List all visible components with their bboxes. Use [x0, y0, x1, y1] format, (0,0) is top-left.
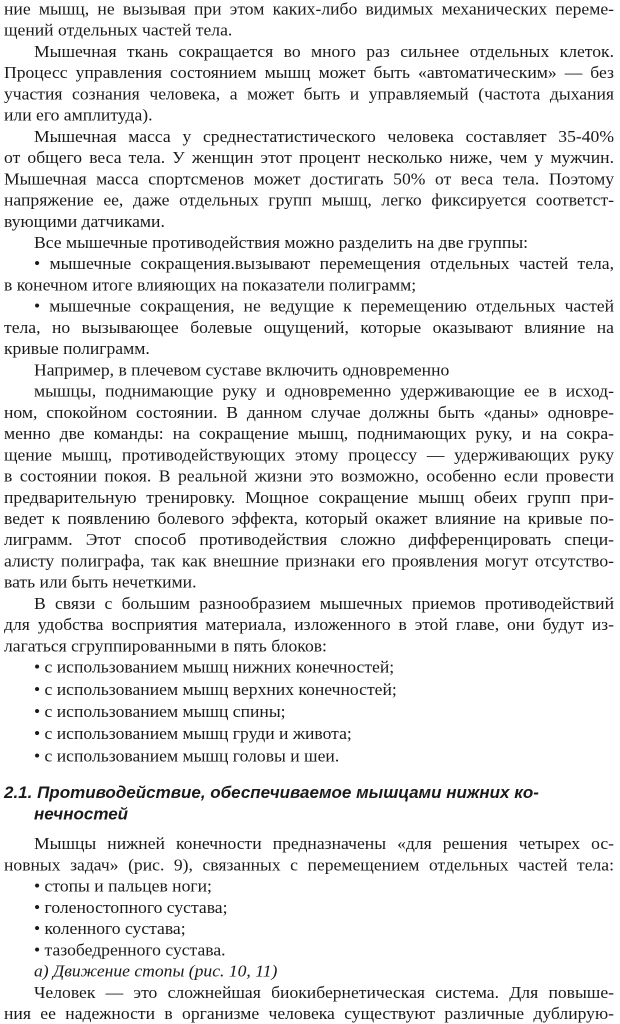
text-line: от общего веса тела. У женщин этот процент несколько ниже, чем у мужчин.	[4, 147, 614, 167]
text-line: лагаться сгруппированными в пять блоков:	[4, 635, 327, 656]
list-item: • с использованием мышц головы и шеи.	[34, 745, 340, 766]
text-line: Все мышечные противодействия можно разделить на две группы:	[34, 232, 529, 252]
text-line: участия сознания человека, а может быть и управляемый (частота дыхания	[4, 83, 614, 104]
list-item: • с использованием мышц нижних конечностей;	[34, 657, 395, 677]
bullet-line: • мышечные сокращения, не ведущие к перемещению отдельных частей	[34, 296, 614, 316]
text-line: ния ее надежности в организме человека существуют различные дублирую-	[4, 1003, 614, 1023]
text-line: менно две команды: на сокращение мышц, поднимающих руку, и на сокра-	[4, 423, 614, 443]
text-line: в состоянии покоя. В реальной жизни это возможно, особенно если провести	[4, 466, 614, 486]
text-line: предварительную тренировку. Мощное сокращение мышц обеих групп при-	[4, 487, 614, 507]
list-item: • с использованием мышц спины;	[34, 701, 286, 721]
text-line: В связи с большим разнообразием мышечных приемов противодействий	[34, 593, 614, 613]
list-item: • с использованием мышц груди и живота;	[34, 723, 352, 744]
text-line: вать или быть нечеткими.	[4, 572, 197, 592]
text-line: кривые полиграмм.	[4, 338, 150, 359]
text-line: для удобства восприятия материала, изложенного в этой главе, они будут из-	[4, 614, 614, 635]
text-line: напряжение ее, даже отдельных групп мышц, легко фиксируется соответст-	[4, 190, 614, 210]
section-heading-continued: нечностей	[34, 804, 129, 824]
text-line: в конечном итоге влияющих на показатели полиграмм;	[4, 275, 417, 295]
text-line: тела, но вызывающее болевые ощущений, которые оказывают влияние на	[4, 317, 614, 337]
text-line: Мышечная масса у среднестатистического человека составляет 35-40%	[34, 126, 614, 146]
section-heading: 2.1. Противодействие, обеспечиваемое мышцами нижних ко-	[4, 783, 539, 802]
text-line: ном, спокойном состоянии. В данном случае должны быть «даны» одновре-	[4, 402, 614, 422]
text-line: Процесс управления состоянием мышц может быть «автоматическим» — без	[4, 62, 614, 83]
text-line: мышцы, поднимающие руку и одновременно удерживающие ее в исход-	[34, 381, 614, 401]
text-line: ведет к появлению болевого эффекта, который окажет влияние на кривые по-	[4, 508, 614, 528]
list-item: • голеностопного сустава;	[34, 897, 228, 917]
list-item: • стопы и пальцев ноги;	[34, 876, 212, 896]
text-line: алисту полиграфа, так как внешние признаки его проявления могут отсутство-	[4, 551, 614, 571]
text-line: Мышечная ткань сокращается во много раз сильнее отдельных клеток.	[34, 41, 614, 61]
text-line: Мышечная масса спортсменов может достигать 50% от веса тела. Поэтому	[4, 168, 614, 189]
subsection-title: а) Движение стопы (рис. 10, 11)	[34, 961, 278, 981]
text-line: Человек — это сложнейшая биокибернетическая система. Для повыше-	[34, 982, 614, 1002]
list-item: • тазобедренного сустава.	[34, 939, 226, 960]
list-item: • коленного сустава;	[34, 918, 186, 938]
text-line: новных задач» (рис. 9), связанных с перемещением отдельных частей тела:	[4, 854, 614, 875]
text-line: ние мышц, не вызывая при этом каких-либо видимых механических переме-	[4, 0, 614, 19]
list-item: • с использованием мышц верхних конечностей;	[34, 679, 397, 699]
text-line: щение мышц, противодействующих этому процессу — удерживающих руку	[4, 444, 614, 465]
text-line: или его амплитуда).	[4, 105, 153, 125]
text-line: Например, в плечевом суставе включить одновременно	[34, 359, 450, 380]
text-line: Мышцы нижней конечности предназначены «для решения четырех ос-	[34, 833, 614, 854]
bullet-line: • мышечные сокращения.вызывают перемещения отдельных частей тела,	[34, 253, 614, 274]
text-line: лиграмм. Этот способ противодействия сложно дифференцировать специ-	[4, 529, 614, 550]
text-line: вующими датчиками.	[4, 211, 165, 231]
text-line: щений отдельных частей тела.	[4, 20, 233, 40]
